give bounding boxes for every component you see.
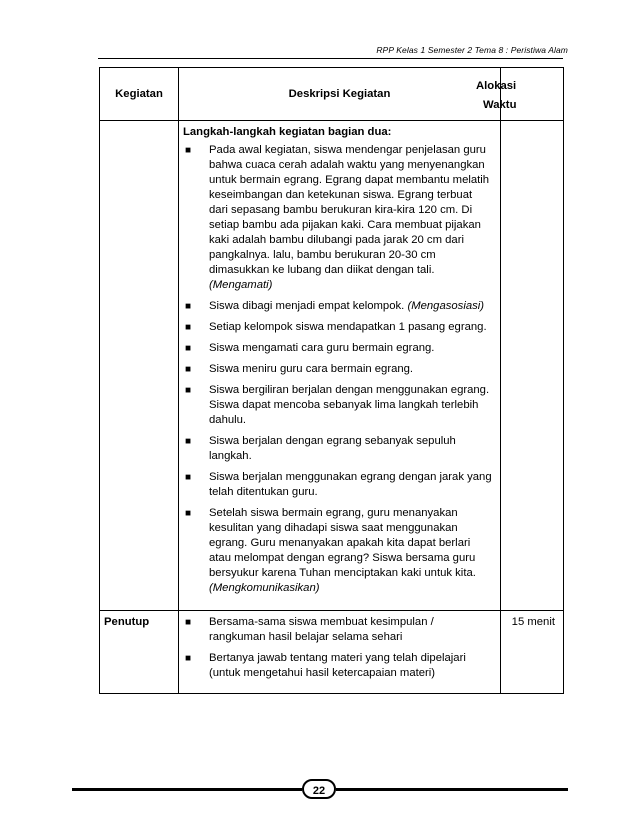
activity-table [99,67,564,694]
square-bullet-icon: ■ [185,322,192,333]
header-deskripsi: Deskripsi Kegiatan [179,68,501,121]
list-item-text: Bersama-sama siswa membuat kesimpulan / rangkuman hasil belajar selama sehari [209,616,434,643]
list-item-text: Pada awal kegiatan, siswa mendengar penjelasan guru bahwa cuaca cerah adalah waktu yang menyenangkan untuk bermain egrang. Egrang dapat membantu melatih keseimbangan dan ketekunan siswa. Egrang terbuat dari sepasang bambu berukuran kira-kira 120 cm. Di setiap bambu ada pijakan kaki. Cara membuat pijakan kaki adalah bambu dilubangi pada jarak 20 cm dari pangkalnya. lalu, bambu berukuran 20-30 cm dimasukkan ke lubang dan diikat dengan tali. [209,144,490,276]
header-rule [98,58,563,59]
footer-rule-right [336,788,568,791]
list-item-text: Setiap kelompok siswa mendapatkan 1 pasang egrang. [209,321,487,333]
list-item [183,299,492,314]
header-alokasi-line2: Waktu [483,99,517,111]
row-penutup-time: 15 menit [501,611,564,694]
list-item-text: Bertanya jawab tentang materi yang telah dipelajari (untuk mengetahui hasil ketercapaian materi) [209,652,466,679]
square-bullet-icon: ■ [185,472,192,483]
list-item [183,651,492,681]
row-core-label [100,121,179,611]
row-core-time [501,121,564,611]
section-title: Langkah-langkah kegiatan bagian dua: [183,126,392,138]
header-alokasi [476,68,564,121]
square-bullet-icon: ■ [185,343,192,354]
running-header: RPP Kelas 1 Semester 2 Tema 8 : Peristiwa Alam [376,45,568,55]
row-penutup-description [179,611,501,694]
table-header-row [100,68,564,121]
table-row-penutup [100,611,564,694]
square-bullet-icon: ■ [185,508,192,519]
list-item-text: Setelah siswa bermain egrang, guru menanyakan kesulitan yang dihadapi siswa saat menggunakan egrang. Guru menanyakan apakah kita dapat berlari atau melompat dengan egrang? Siswa bersama guru bersyukur karena Tuhan menciptakan kaki untuk kita. [209,507,476,579]
list-item [183,434,492,464]
row-penutup-label: Penutup [100,611,179,694]
list-item [183,506,492,596]
square-bullet-icon: ■ [185,653,192,664]
row-core-description [179,121,501,611]
penutup-activity-list [183,615,492,681]
list-item [183,320,492,335]
list-item-text: Siswa dibagi menjadi empat kelompok. [209,300,405,312]
square-bullet-icon: ■ [185,145,192,156]
header-alokasi-line1: Alokasi [476,80,517,92]
list-item-text: Siswa mengamati cara guru bermain egrang. [209,342,435,354]
square-bullet-icon: ■ [185,301,192,312]
list-item-note: (Mengamati) [209,279,273,291]
list-item [183,470,492,500]
list-item-text: Siswa berjalan menggunakan egrang dengan jarak yang telah ditentukan guru. [209,471,492,498]
list-item-note: (Mengkomunikasikan) [209,582,320,594]
list-item-text: Siswa meniru guru cara bermain egrang. [209,363,414,375]
square-bullet-icon: ■ [185,385,192,396]
list-item [183,341,492,356]
square-bullet-icon: ■ [185,617,192,628]
list-item-note: (Mengasosiasi) [407,300,485,312]
list-item-text: Siswa berjalan dengan egrang sebanyak sepuluh langkah. [209,435,456,462]
list-item [183,615,492,645]
core-activity-list [183,143,492,596]
footer-rule-left [72,788,302,791]
page-number: 22 [302,779,336,799]
list-item [183,362,492,377]
table-row-core [100,121,564,611]
square-bullet-icon: ■ [185,364,192,375]
list-item [183,143,492,293]
list-item [183,383,492,428]
list-item-text: Siswa bergiliran berjalan dengan menggunakan egrang. Siswa dapat mencoba sebanyak lima langkah terlebih dahulu. [209,384,490,426]
square-bullet-icon: ■ [185,436,192,447]
header-kegiatan: Kegiatan [100,68,179,121]
